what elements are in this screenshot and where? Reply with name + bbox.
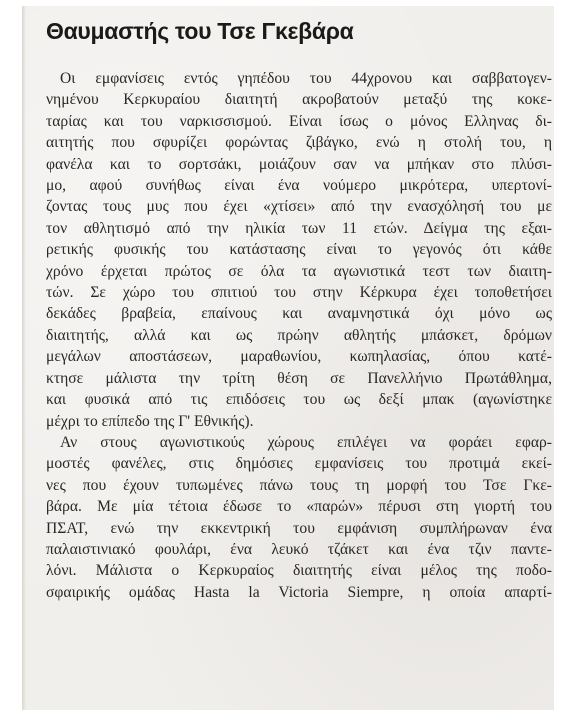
text-line: διαιτητής, αλλά και ως πρώην αθλητής μπάσκετ, δρόμων [46, 326, 552, 344]
text-line: μέχρι το επίπεδο της Γ' Εθνικής). [46, 412, 254, 430]
newspaper-clipping [22, 6, 554, 710]
text-line: μεγάλων αποστάσεων, μαραθωνίου, κωπηλασίας, όπου κατέ- [46, 348, 552, 366]
article-body [46, 68, 552, 603]
text-line: ζοντας τους μυς που έχει «χτίσει» από την ενασχόλησή του με [46, 198, 552, 216]
text-line: τον αθλητισμό από την ηλικία των 11 ετών. Δείγμα της εξαι- [46, 219, 552, 237]
text-line: βάρα. Με μία τέτοια έδωσε το «παρών» πέρυσι στη γιορτή του [46, 498, 552, 516]
text-line: και φυσικά από τις επιδόσεις του ως δεξί μπακ (αγωνίστηκε [46, 391, 552, 409]
text-line: Οι εμφανίσεις εντός γηπέδου του 44χρονου και σαββατογεν- [60, 70, 552, 87]
text-line: λόνι. Μάλιστα ο Κερκυραίος διαιτητής είναι μέλος της ποδο- [46, 562, 552, 580]
article-paragraph-2 [46, 432, 552, 603]
clipping-edge [22, 6, 26, 710]
text-line: αιτητής που σφυρίζει φορώντας ζιβάγκο, ενώ η στολή του, η [46, 134, 552, 152]
text-line: ΠΣΑΤ, ενώ την εκκεντρική του εμφάνιση συμπλήρωναν ένα [46, 519, 552, 537]
text-line: χρόνο έρχεται πρώτος σε όλα τα αγωνιστικά τεστ των διαιτη- [46, 262, 552, 280]
text-line: παλαιστινιακό φουλάρι, ένα λευκό τζάκετ και ένα τζιν παντε- [46, 540, 552, 558]
text-line: νημένου Κερκυραίου διαιτητή ακροβατούν μεταξύ της κοκε- [46, 91, 552, 109]
text-line: νες που έχουν τυπωμένες πάνω τους τη μορφή του Τσε Γκε- [46, 476, 552, 494]
text-line: σφαιρικής ομάδας Hasta la Victoria Siempre, η οποία απαρτί- [46, 583, 552, 601]
text-line: ρετικής φυσικής του κατάστασης είναι το γεγονός ότι κάθε [46, 241, 552, 259]
text-line: μοστές φανέλες, στις δημόσιες εμφανίσεις του προτιμά εκεί- [46, 455, 552, 473]
article-paragraph-1 [46, 68, 552, 432]
article-title: Θαυμαστής του Τσε Γκεβάρα [46, 18, 354, 44]
text-line: δεκάδες βραβεία, επαίνους και αναμνηστικά όχι μόνο ως [46, 305, 552, 323]
text-line: Αν στους αγωνιστικούς χώρους επιλέγει να φοράει εφαρ- [60, 433, 552, 451]
text-line: κτησε μάλιστα την τρίτη θέση σε Πανελλήνιο Πρωτάθλημα, [46, 369, 552, 387]
text-line: ταρίας και του ναρκισσισμού. Είναι ίσως ο μόνος Ελληνας δι- [46, 112, 552, 130]
text-line: φανέλα και το σορτσάκι, μοιάζουν σαν να μπήκαν στο πλύσι- [46, 155, 552, 173]
text-line: μο, αφού συνήθως είναι ένα νούμερο μικρότερα, υπερτονί- [46, 177, 552, 195]
text-line: τών. Σε χώρο του σπιτιού του στην Κέρκυρα έχει τοποθετήσει [46, 284, 552, 302]
